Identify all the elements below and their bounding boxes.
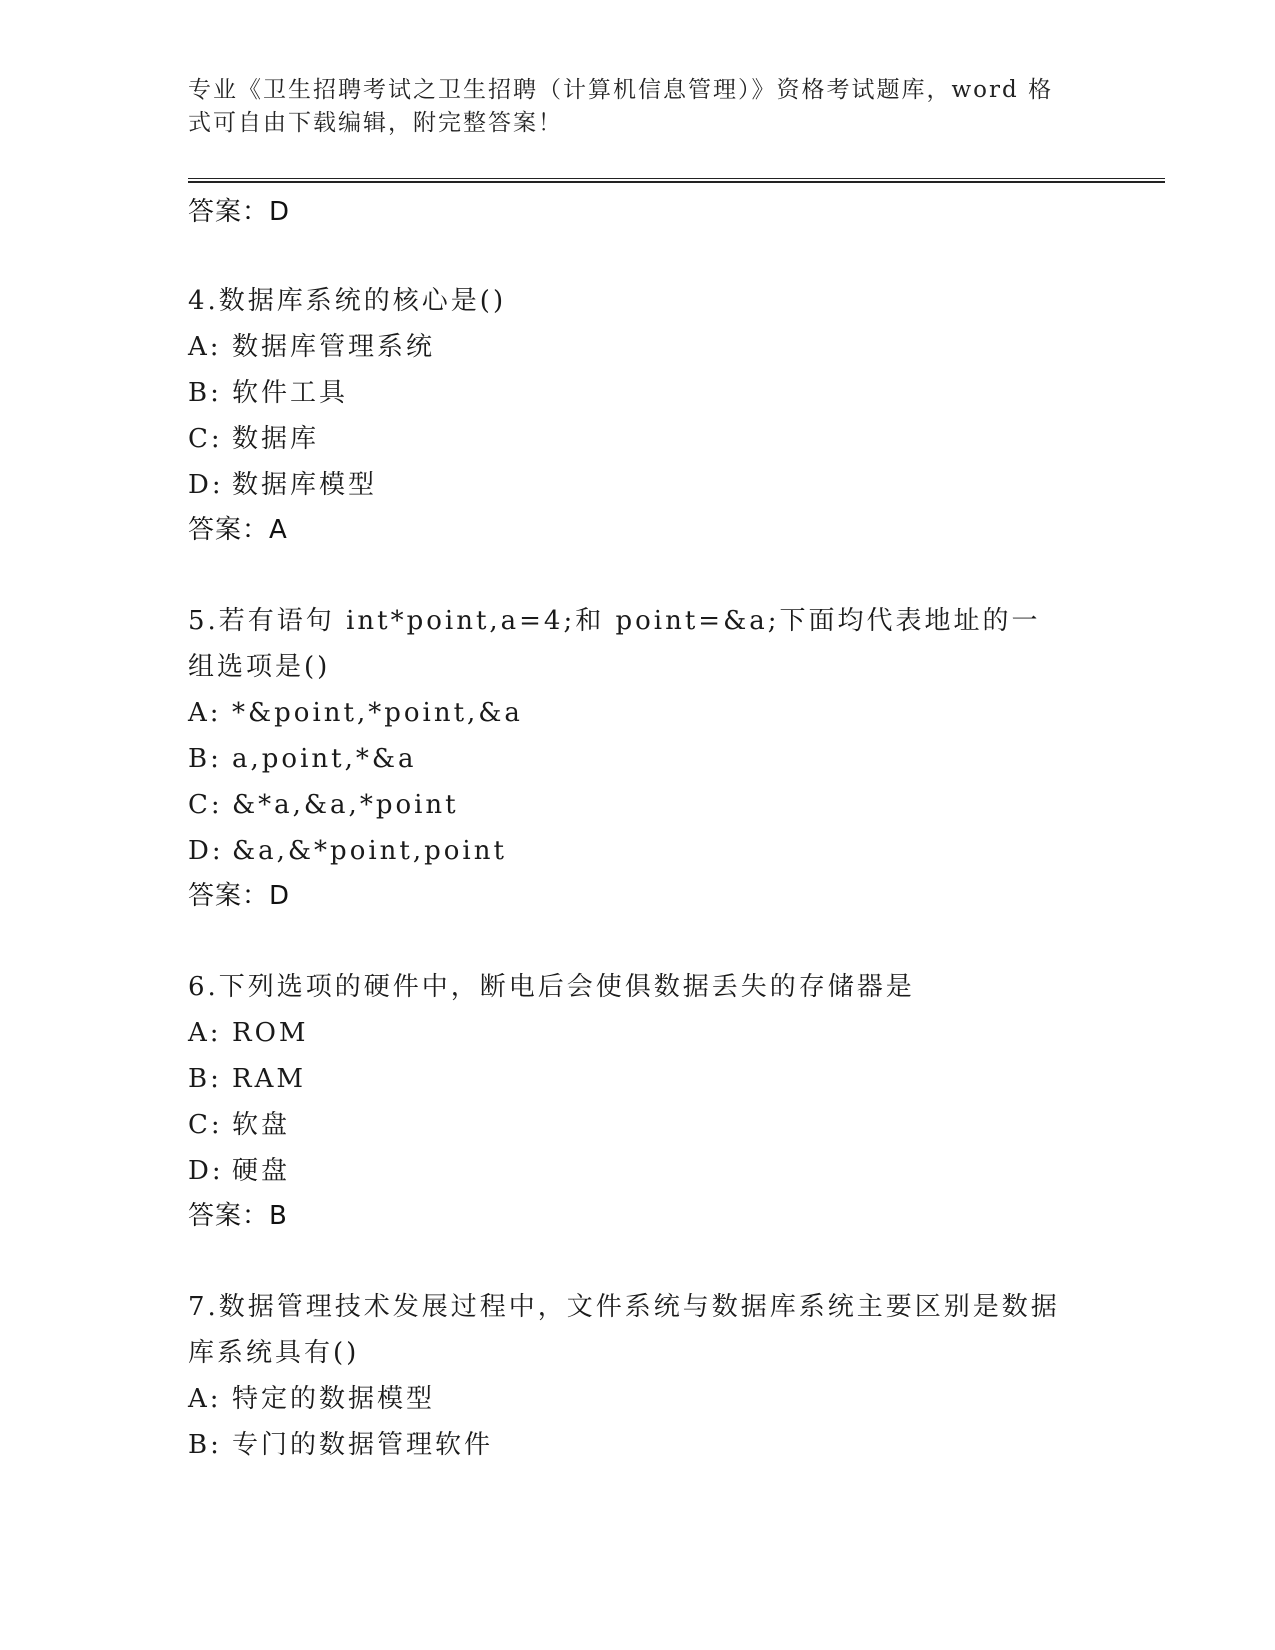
option-text: *&point,*point,&a (232, 698, 523, 728)
header-text: 专业《卫生招聘考试之卫生招聘（计算机信息管理）》资格考试题库，word 格式可自由下载编辑，附完整答案！ (188, 77, 1054, 136)
option-label: B: (188, 1430, 222, 1460)
option-a (188, 324, 1088, 370)
option-b (188, 1422, 1088, 1468)
option-label: D: (188, 470, 224, 500)
question-7 (188, 1284, 1088, 1376)
previous-answer: 答案：D (188, 197, 291, 227)
option-a (188, 1010, 1088, 1056)
question-4 (188, 278, 1088, 324)
option-label: C: (188, 1110, 223, 1140)
question-stem: 5.若有语句 int*point,a=4;和 point=&a;下面均代表地址的一组选项是() (188, 606, 1041, 682)
option-label: A: (188, 698, 222, 728)
option-label: D: (188, 836, 224, 866)
option-text: 硬盘 (232, 1156, 291, 1186)
option-b (188, 370, 1088, 416)
option-b (188, 1056, 1088, 1102)
option-d (188, 1148, 1088, 1194)
question-6 (188, 964, 1088, 1010)
option-label: D: (188, 1156, 224, 1186)
option-c (188, 1102, 1088, 1148)
answer-line: 答案：D (188, 881, 291, 911)
option-label: A: (188, 1384, 222, 1414)
question-stem: 6.下列选项的硬件中，断电后会使俱数据丢失的存储器是 (188, 972, 915, 1002)
option-label: A: (188, 332, 222, 362)
option-text: 特定的数据模型 (232, 1384, 436, 1414)
option-label: A: (188, 1018, 222, 1048)
option-label: B: (188, 1064, 222, 1094)
option-text: RAM (232, 1064, 306, 1094)
option-c (188, 782, 1088, 828)
question-stem: 4.数据库系统的核心是() (188, 286, 507, 316)
document-header (188, 74, 1068, 140)
option-d (188, 462, 1088, 508)
option-label: B: (188, 378, 222, 408)
option-text: a,point,*&a (232, 744, 417, 774)
option-text: 软件工具 (232, 378, 349, 408)
question-5 (188, 598, 1088, 690)
option-a (188, 690, 1088, 736)
option-text: 数据库 (232, 424, 320, 454)
question-stem: 7.数据管理技术发展过程中，文件系统与数据库系统主要区别是数据库系统具有() (188, 1292, 1060, 1368)
option-text: 软盘 (232, 1110, 291, 1140)
option-c (188, 416, 1088, 462)
option-label: B: (188, 744, 222, 774)
option-text: 专门的数据管理软件 (232, 1430, 494, 1460)
option-text: ROM (232, 1018, 309, 1048)
option-label: C: (188, 424, 223, 454)
option-d (188, 828, 1088, 874)
document-body (188, 190, 1088, 1468)
option-label: C: (188, 790, 223, 820)
option-b (188, 736, 1088, 782)
option-text: 数据库管理系统 (232, 332, 436, 362)
answer-line: 答案：B (188, 1201, 288, 1231)
option-text: &a,&*point,point (232, 836, 507, 866)
header-divider (188, 178, 1165, 183)
option-a (188, 1376, 1088, 1422)
answer-line: 答案：A (188, 515, 288, 545)
option-text: &*a,&a,*point (232, 790, 459, 820)
option-text: 数据库模型 (232, 470, 378, 500)
